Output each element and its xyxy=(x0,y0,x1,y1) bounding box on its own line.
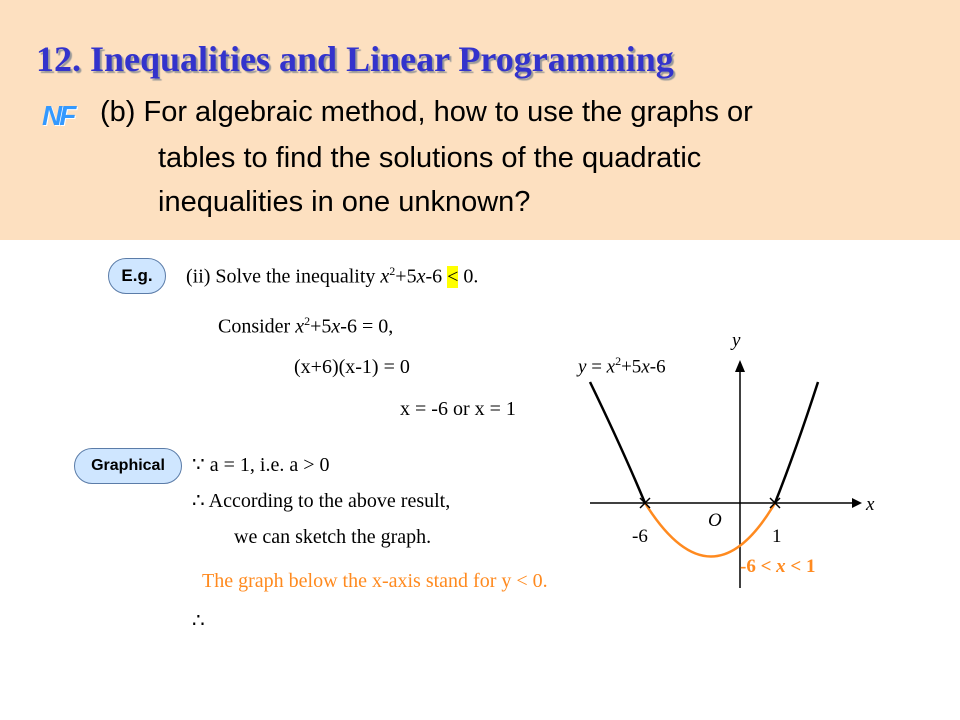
parabola-left-arm xyxy=(590,382,645,503)
question-line-3: inequalities in one unknown? xyxy=(158,186,531,218)
therefore-symbol: ∴ xyxy=(192,610,205,632)
therefore-line: ∴ According to the above result, xyxy=(192,490,451,512)
question-line-2: tables to find the solutions of the quadratic xyxy=(158,142,702,174)
equation-label: $y = x^2+5x-6$ xyxy=(578,354,666,378)
because-line: ∵ a = 1, i.e. a > 0 xyxy=(192,454,330,476)
factored-equation: (x+6)(x-1) = 0 xyxy=(294,356,410,378)
y-axis-arrow xyxy=(735,360,745,372)
roots-line: x = -6 or x = 1 xyxy=(400,398,516,420)
example-badge: E.g. xyxy=(108,258,166,294)
root-right-label: 1 xyxy=(772,526,782,547)
sketch-line: we can sketch the graph. xyxy=(234,526,432,548)
y-axis-label: y xyxy=(732,330,741,351)
root-left-label: -6 xyxy=(632,526,648,547)
solution-label: -6 < x < 1 xyxy=(740,556,816,577)
parabola-right-arm xyxy=(775,382,818,503)
graphical-badge: Graphical xyxy=(74,448,182,484)
graph-note: The graph below the x-axis stand for y < 0. xyxy=(202,570,548,592)
consider-equation: Consider $x^2+5x-6 = 0$, xyxy=(218,314,394,338)
slide-title: 12. Inequalities and Linear Programming xyxy=(36,39,674,79)
x-axis-label: x xyxy=(866,494,875,515)
x-axis-arrow xyxy=(852,498,862,508)
question-line-1: (b) For algebraic method, how to use the graphs or xyxy=(100,96,753,128)
nf-icon: NF xyxy=(42,100,74,131)
problem-statement: (ii) Solve the inequality $x^2+5x-6 < 0$. xyxy=(186,264,479,288)
origin-label: O xyxy=(708,510,722,531)
inequality-sign: < xyxy=(447,265,459,288)
